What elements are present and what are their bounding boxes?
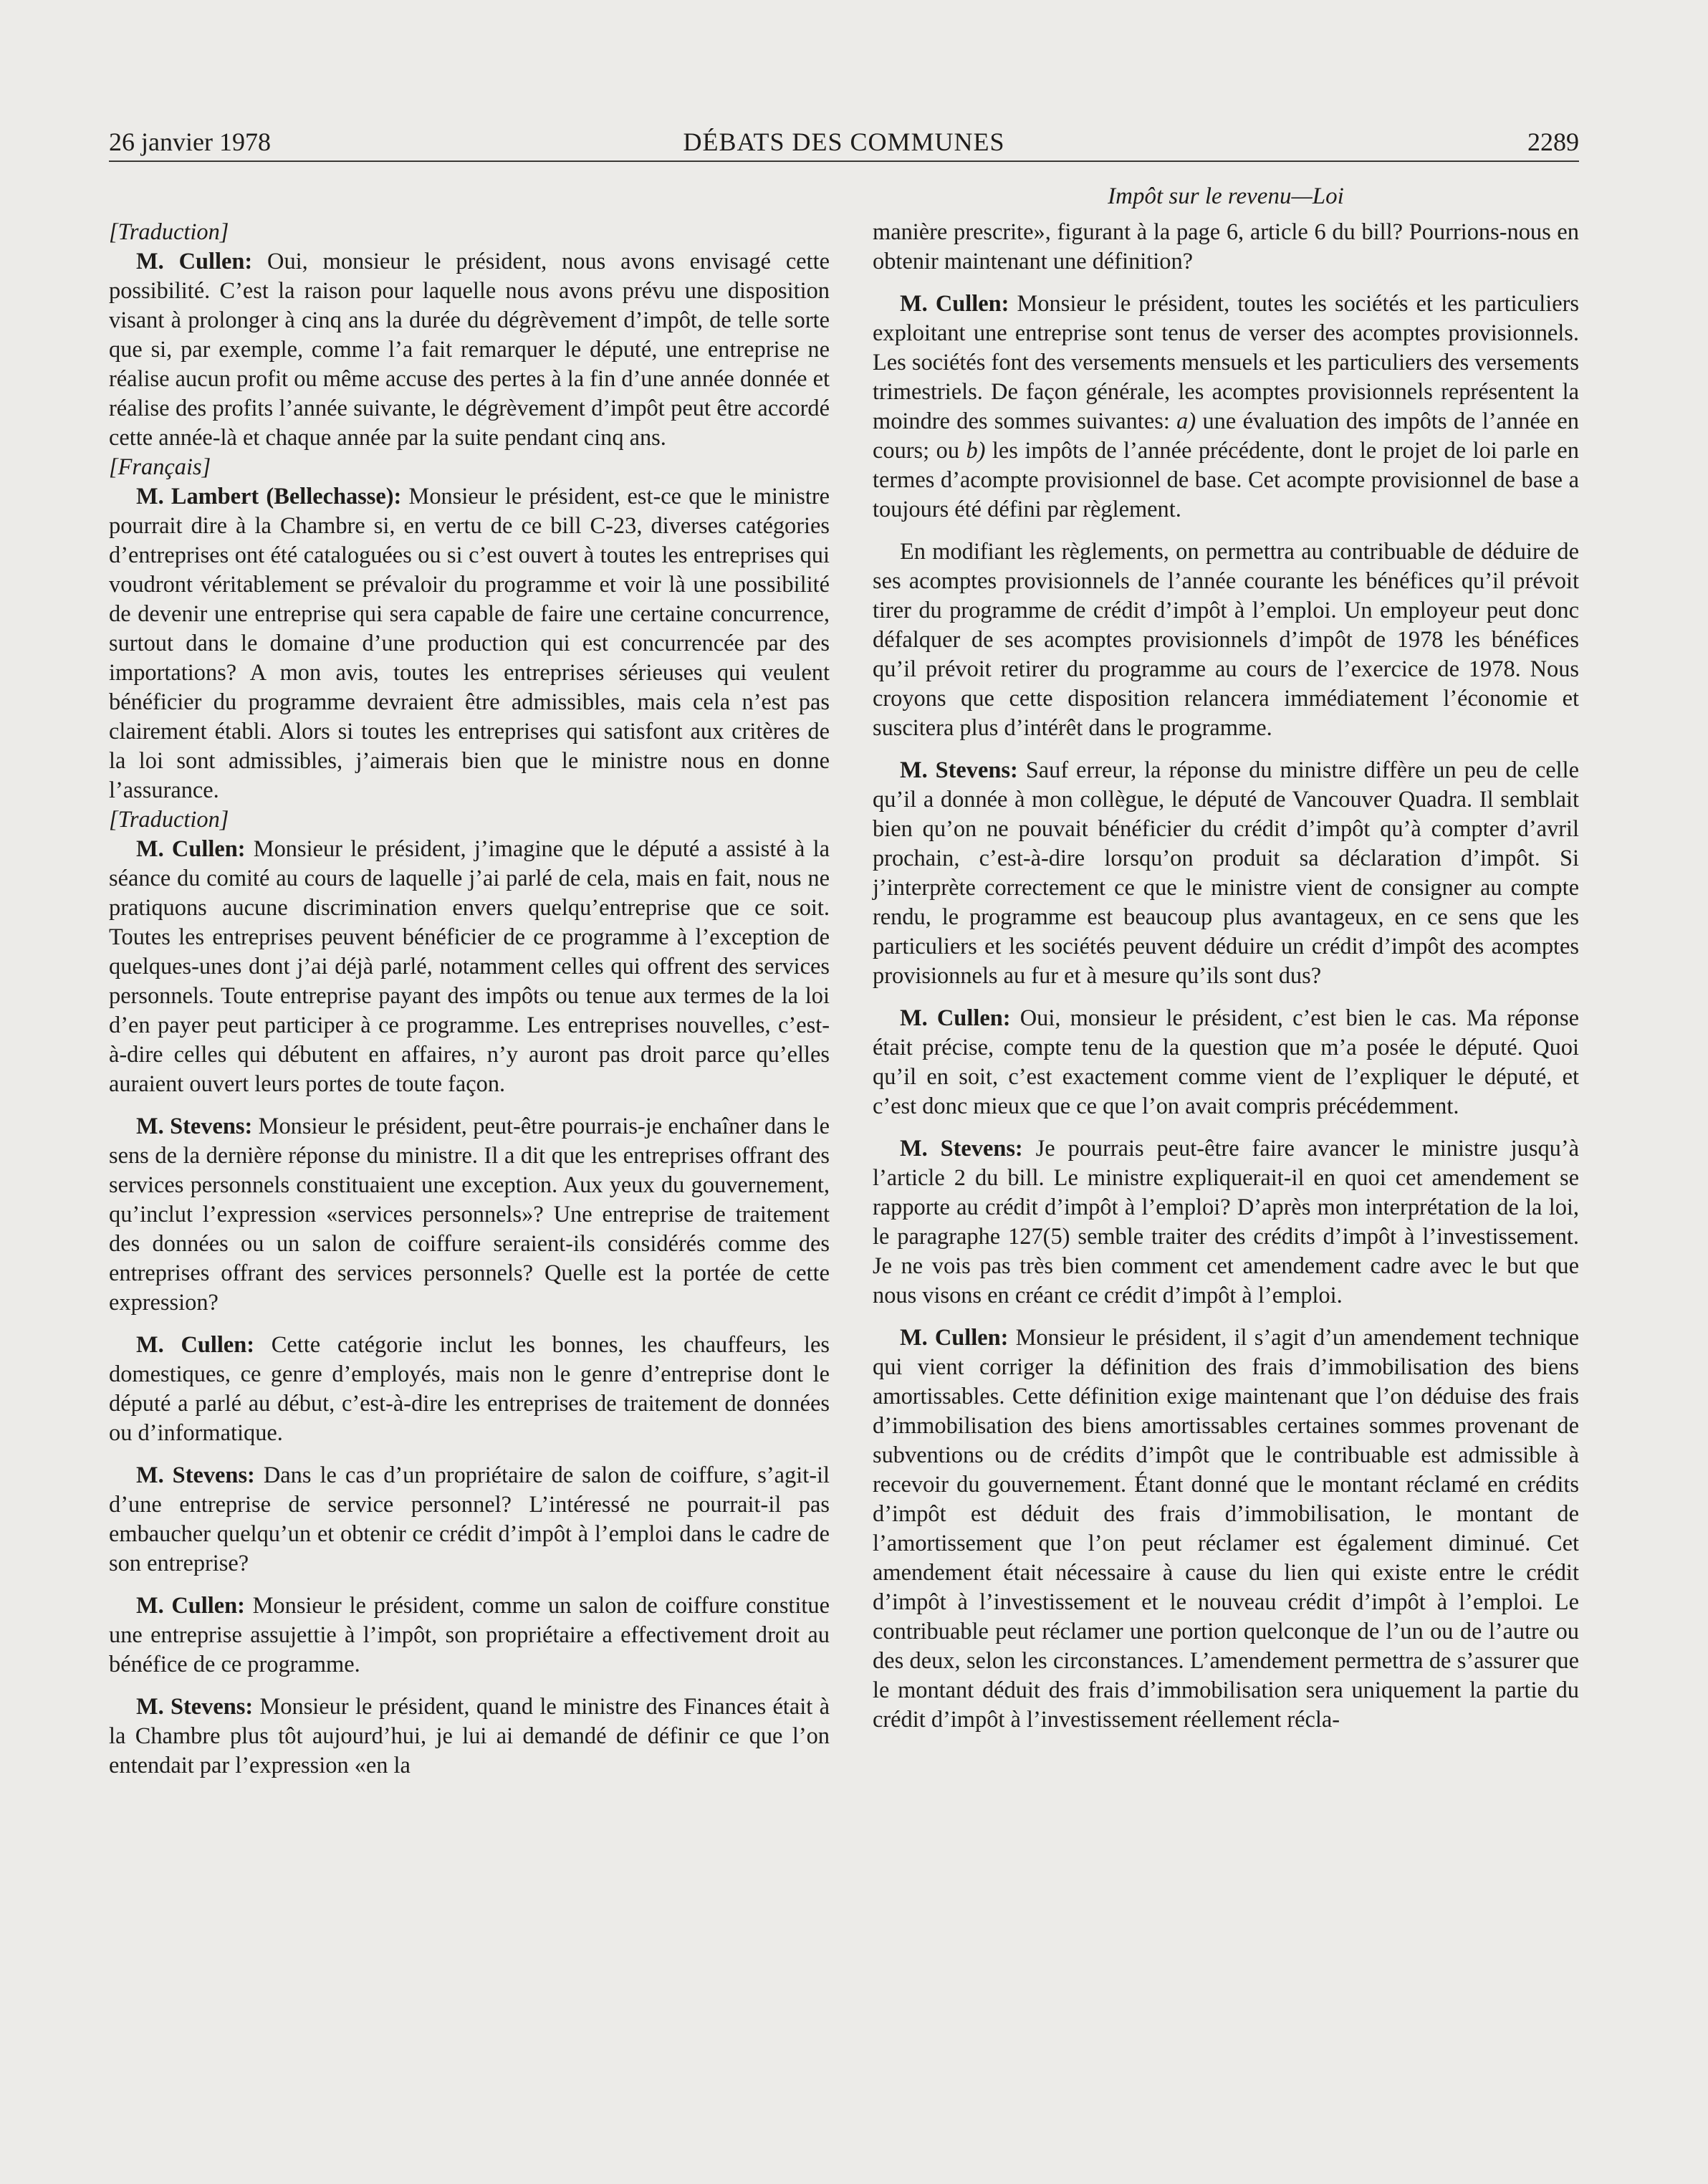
speaker-name: M. Cullen: bbox=[136, 836, 246, 862]
speech-text: Monsieur le président, il s’agit d’un amendement technique qui vient corriger la définition des frais d’immobilisation des biens amortissables. Cette définition exige maintenant que l’on déduise des frais d’immobilisation des biens amortissables certaines sommes provenant de subventions ou de crédits d’impôt que le contribuable est admissible à recevoir du gouvernement. Étant donné que le montant réclamé en crédits d’impôt est déduit des frais d’immobilisation, le montant de l’amortissement que l’on peut réclamer est également diminué. Cet amendement était nécessaire à cause du lien qui existe entre le crédit d’impôt à l’investissement et le nouveau crédit d’impôt à l’emploi. Le contribuable peut réclamer une portion quelconque de l’un ou de l’autre ou des deux, selon les circonstances. L’amendement permettra de s’assurer que le montant déduit des frais d’immobilisation sera uniquement la partie du crédit d’impôt à l’investissement réellement récla- bbox=[873, 1325, 1579, 1733]
speech-paragraph bbox=[109, 835, 830, 1099]
speech-text: Cette catégorie inclut les bonnes, les chauffeurs, les domestiques, ce genre d’employés, mais non le genre d’entreprise dont le député a parlé au début, c’est-à-dire les entreprises de traitement de données ou d’informatique. bbox=[109, 1332, 830, 1446]
speech-paragraph bbox=[873, 1134, 1579, 1311]
page-number: 2289 bbox=[1527, 128, 1579, 156]
speech-text: Dans le cas d’un propriétaire de salon de coiffure, s’agit-il d’une entreprise de service personnel? L’intéressé ne pourrait-il pas embaucher quelqu’un et obtenir ce crédit d’impôt à l’emploi dans le cadre de son entreprise? bbox=[109, 1462, 830, 1576]
list-marker-b: b) bbox=[966, 438, 986, 464]
speech-text: Oui, monsieur le président, nous avons envisagé cette possibilité. C’est la raison pour laquelle nous avons prévu une disposition visant à prolonger à cinq ans la durée du dégrèvement d’impôt, de telle sorte que si, par exemple, comme l’a fait remarquer le député, une entreprise ne réalise aucun profit ou même accuse des pertes à la fin d’une année donnée et réalise des profits l’année suivante, le dégrèvement d’impôt peut être accordé cette année-là et chaque année par la suite pendant cinq ans. bbox=[109, 249, 830, 451]
continued-paragraph: manière prescrite», figurant à la page 6, article 6 du bill? Pourrions-nous en obtenir maintenant une définition? bbox=[873, 219, 1579, 274]
header-date: 26 janvier 1978 bbox=[109, 128, 271, 156]
speech-text: Monsieur le président, toutes les sociétés et les particuliers exploitant une entreprise sont tenus de verser des acomptes provisionnels. Les sociétés font des versements mensuels et les particuliers des versements trimestriels. De façon générale, les acomptes provisionnels représentent la moindre des sommes suivantes: bbox=[873, 291, 1579, 434]
speech-paragraph bbox=[873, 1004, 1579, 1121]
speech-paragraph bbox=[873, 1323, 1579, 1735]
language-tag: [Traduction] bbox=[109, 219, 229, 245]
speaker-name: M. Stevens: bbox=[900, 1136, 1023, 1162]
speech-text: Monsieur le président, quand le ministre des Finances était à la Chambre plus tôt aujourd’hui, je lui ai demandé de définir ce que l’on entendait par l’expression «en la bbox=[109, 1694, 830, 1778]
speaker-name: M. Cullen: bbox=[900, 1325, 1009, 1351]
speech-text: Sauf erreur, la réponse du ministre diffère un peu de celle qu’il a donnée à mon collègue, le député de Vancouver Quadra. Il semblait bien qu’on ne pouvait bénéficier du crédit d’impôt qu’à compter d’avril prochain, c’est-à-dire lorsqu’on produit sa déclaration d’impôt. Si j’interprète correctement ce que le ministre vient de consigner au compte rendu, le programme est beaucoup plus avantageux, en ce sens que les particuliers et les sociétés peuvent déduire un crédit d’impôt des acomptes provisionnels au fur et à mesure qu’ils sont dus? bbox=[873, 757, 1579, 989]
speech-text: Monsieur le président, comme un salon de coiffure constitue une entreprise assujettie à l’impôt, son propriétaire a effectivement droit au bénéfice de ce programme. bbox=[109, 1593, 830, 1677]
running-head: Impôt sur le revenu—Loi bbox=[1108, 183, 1344, 209]
speaker-name: M. Lambert (Bellechasse): bbox=[136, 484, 402, 509]
speaker-name: M. Cullen: bbox=[136, 249, 253, 274]
speech-text: les impôts de l’année précédente, dont le projet de loi parle en termes d’acompte provisionnel de base. Cet acompte provisionnel de base a toujours été défini par règlement. bbox=[873, 438, 1580, 522]
header-title: DÉBATS DES COMMUNES bbox=[683, 128, 1005, 156]
speech-text: Monsieur le président, est-ce que le ministre pourrait dire à la Chambre si, en vertu de ce bill C-23, diverses catégories d’entreprises ont été cataloguées ou si c’est ouvert à toutes les entreprises qui voudront véritablement se prévaloir du programme et voir là une possibilité de devenir une entreprise qui sera capable de faire une certaine concurrence, surtout dans le domaine d’une production qui est concurrencée par des importations? A mon avis, toutes les entreprises sérieuses qui veulent bénéficier du programme devraient être admissibles, mais cela n’est pas clairement établi. Alors si toutes les entreprises qui satisfont aux critères de la loi sont admissibles, j’aimerais bien que le ministre nous en donne l’assurance. bbox=[109, 484, 830, 803]
list-marker-a: a) bbox=[1176, 408, 1196, 434]
speech-paragraph bbox=[873, 756, 1579, 991]
speech-text: Monsieur le président, j’imagine que le député a assisté à la séance du comité au cours de laquelle j’ai parlé de cela, mais en fait, nous ne pratiquons aucune discrimination envers quelqu’entreprise que ce soit. Toutes les entreprises peuvent bénéficier de ce programme à l’exception de quelques-unes dont j’ai déjà parlé, notamment celles qui offrent des services personnels. Toute entreprise payant des impôts ou tenue aux termes de la loi d’en payer peut participer à ce programme. Les entreprises nouvelles, c’est-à-dire celles qui débutent en affaires, n’y auront pas droit parce qu’elles auraient ouvert leurs portes de toute façon. bbox=[109, 836, 830, 1097]
speech-paragraph bbox=[109, 1331, 830, 1448]
speaker-name: M. Stevens: bbox=[136, 1462, 255, 1488]
speech-text: Je pourrais peut-être faire avancer le ministre jusqu’à l’article 2 du bill. Le ministre expliquerait-il en quoi cet amendement se rapporte au crédit d’impôt à l’emploi? D’après mon interprétation de la loi, le paragraphe 127(5) semble traiter des crédits d’impôt à l’investissement. Je ne vois pas très bien comment cet amendement cadre avec le but que nous visons en créant ce crédit d’impôt à l’emploi. bbox=[873, 1136, 1580, 1308]
speaker-name: M. Stevens: bbox=[136, 1113, 253, 1139]
speech-paragraph bbox=[109, 1461, 830, 1579]
speech-paragraph bbox=[109, 482, 830, 805]
speech-paragraph bbox=[109, 247, 830, 453]
page-header bbox=[109, 123, 1579, 162]
right-column bbox=[873, 218, 1579, 1735]
language-tag: [Français] bbox=[109, 454, 211, 480]
speech-text: Oui, monsieur le président, c’est bien le cas. Ma réponse était précise, compte tenu de la question que m’a posée le député. Quoi qu’il en soit, c’est exactement comme vient de l’expliquer le député, et c’est donc mieux que ce que l’on avait compris précédemment. bbox=[873, 1005, 1579, 1119]
speech-paragraph bbox=[873, 289, 1579, 525]
plain-paragraph: En modifiant les règlements, on permettra au contribuable de déduire de ses acomptes provisionnels de l’année courante les bénéfices qu’il prévoit tirer du programme de crédit d’impôt à l’emploi. Un employeur peut donc défalquer de ses acomptes provisionnels d’impôt de 1978 les bénéfices qu’il prévoit retirer du programme au cours de l’exercice de 1978. Nous croyons que cette disposition relancera immédiatement l’économie et suscitera plus d’intérêt dans le programme. bbox=[873, 539, 1579, 741]
speech-paragraph bbox=[109, 1591, 830, 1680]
speaker-name: M. Stevens: bbox=[136, 1694, 254, 1720]
speaker-name: M. Stevens: bbox=[900, 757, 1018, 783]
speaker-name: M. Cullen: bbox=[136, 1593, 245, 1619]
speaker-name: M. Cullen: bbox=[900, 1005, 1011, 1031]
speech-text: Monsieur le président, peut-être pourrais-je enchaîner dans le sens de la dernière réponse du ministre. Il a dit que les entreprises offrant des services personnels constituaient une exception. Aux yeux du gouvernement, qu’inclut l’expression «services personnels»? Une entreprise de traitement des données ou un salon de coiffure seraient-ils considérés comme des entreprises offrant des services personnels? Quelle est la portée de cette expression? bbox=[109, 1113, 830, 1316]
speaker-name: M. Cullen: bbox=[900, 291, 1009, 317]
speech-text: une évaluation des impôts de l’année en cours; ou bbox=[873, 408, 1579, 464]
speech-paragraph bbox=[109, 1112, 830, 1318]
language-tag: [Traduction] bbox=[109, 807, 229, 833]
speech-paragraph bbox=[109, 1692, 830, 1781]
speaker-name: M. Cullen: bbox=[136, 1332, 255, 1358]
left-column bbox=[109, 218, 830, 1781]
